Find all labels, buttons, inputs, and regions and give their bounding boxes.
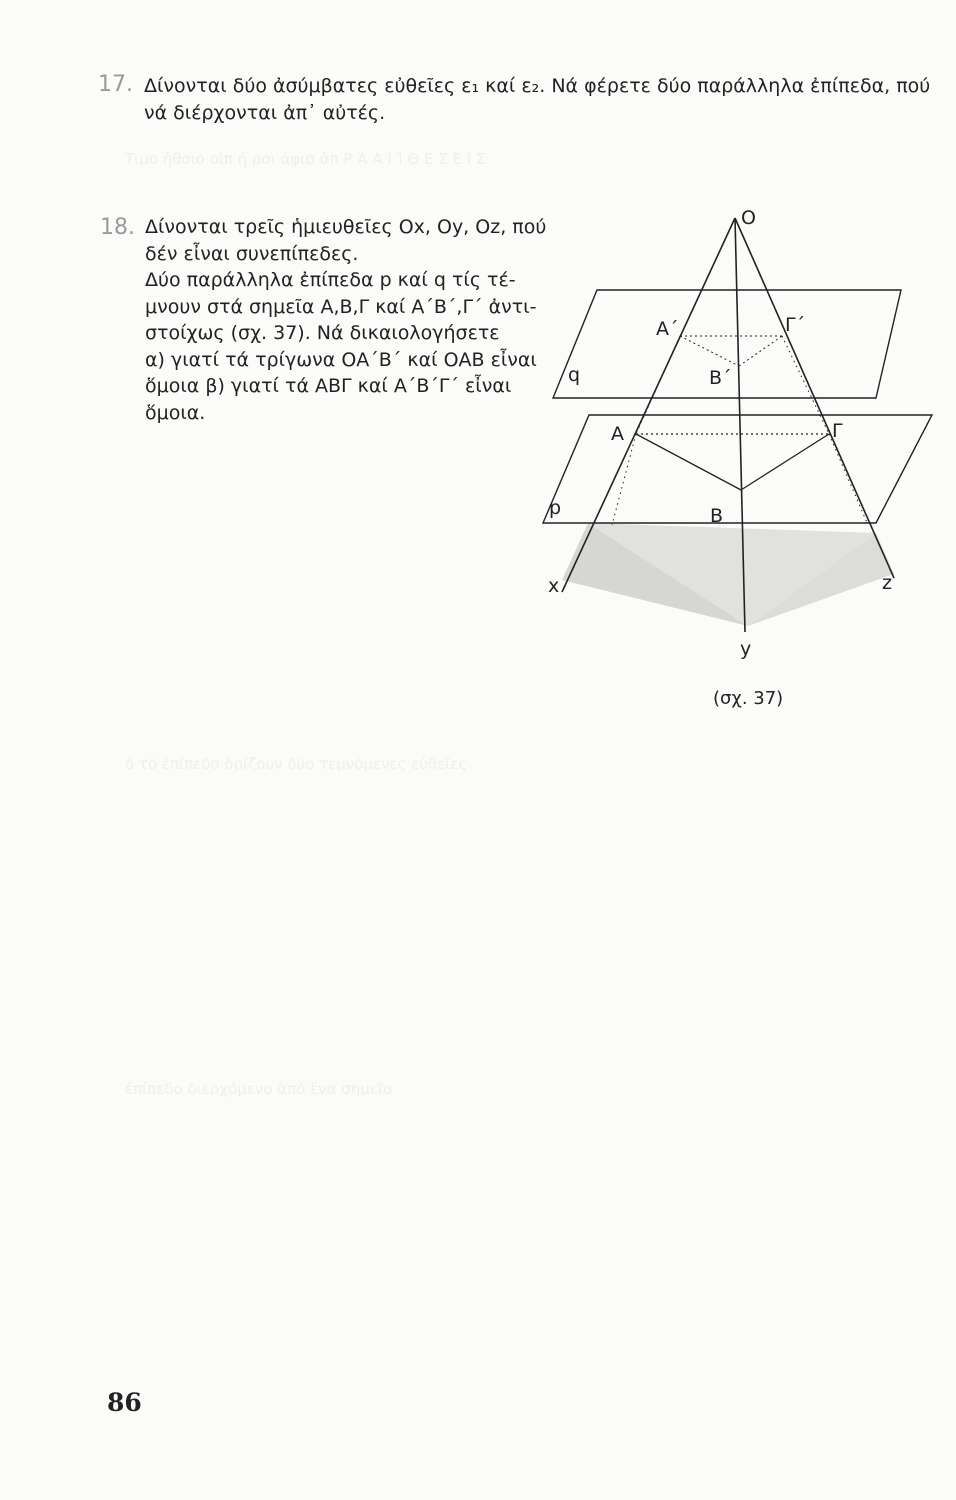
hidden-edge-below-g: [829, 434, 868, 525]
label-g: Γ: [832, 420, 843, 442]
figure-caption: (σχ. 37): [713, 688, 784, 709]
label-plane-q: q: [568, 364, 581, 386]
label-o: O: [741, 207, 756, 229]
exercise-18-line: δέν εἶναι συνεπίπεδες.: [145, 242, 359, 265]
exercise-18-line: Δίνονται τρεῖς ἡμιευθεῖες Οx, Οy, Οz, πού: [145, 216, 547, 238]
page-number: 86: [107, 1388, 142, 1417]
bleed-through-text: Τιμο ἡθοιο οἰπ ἠ ροι ἀφισ ἀπ Ρ Ά Α Ι Ί Θ Ε Σ Ε Ι Σ: [125, 150, 486, 168]
exercise-17-line: Δίνονται δύο ἀσύμβατες εὐθεῖες ε₁ καί ε₂. Νά φέρετε δύο παράλληλα ἐπίπεδα, πού: [144, 75, 931, 97]
label-g-prime: Γ΄: [785, 314, 806, 336]
label-b-prime: B΄: [709, 367, 732, 389]
exercise-18-line: α) γιατί τά τρίγωνα ΟΑ΄Β΄ καί ΟΑΒ εἶναι: [145, 348, 537, 371]
bleed-through-text: ὁ τὸ ἐπίπεδο ὁρίζουν δύο τεμνόμενες εὐθεῖες: [125, 755, 468, 773]
label-z: z: [882, 572, 892, 594]
exercise-18-line: Δύο παράλληλα ἐπίπεδα p καί q τίς τέ-: [145, 269, 516, 291]
label-a: A: [611, 423, 624, 445]
exercise-18-number: 18.: [100, 215, 135, 240]
hidden-edge-oz: [782, 336, 829, 434]
exercise-18-line: μνουν στά σημεῖα Α,Β,Γ καί Α΄Β΄,Γ΄ ἀντι-: [145, 295, 537, 318]
label-x: x: [548, 575, 560, 597]
exercise-17-line: νά διέρχονται ἀπ᾽ αὐτές.: [144, 101, 386, 124]
label-b: B: [710, 505, 724, 527]
segment-b-g: [741, 434, 829, 490]
exercise-18-line: ὅμοια.: [145, 401, 206, 424]
hidden-edge-below-a: [612, 434, 636, 525]
bleed-through-text: ἐπίπεδο διερχόμενο ἀπό ἕνα σημεῖο: [125, 1080, 393, 1098]
label-plane-p: p: [549, 497, 562, 519]
segment-a-b: [636, 434, 741, 490]
label-a-prime: A΄: [656, 318, 679, 340]
exercise-18-line: ὅμοια β) γιατί τά ΑΒΓ καί Α΄Β΄Γ΄ εἶναι: [145, 375, 512, 397]
label-y: y: [740, 638, 752, 660]
exercise-18-line: στοίχως (σχ. 37). Νά δικαιολογήσετε: [145, 322, 500, 344]
segment-a-prime-b-prime: [680, 336, 739, 366]
segment-b-prime-g-prime: [739, 336, 782, 366]
exercise-17-number: 17.: [98, 72, 133, 97]
